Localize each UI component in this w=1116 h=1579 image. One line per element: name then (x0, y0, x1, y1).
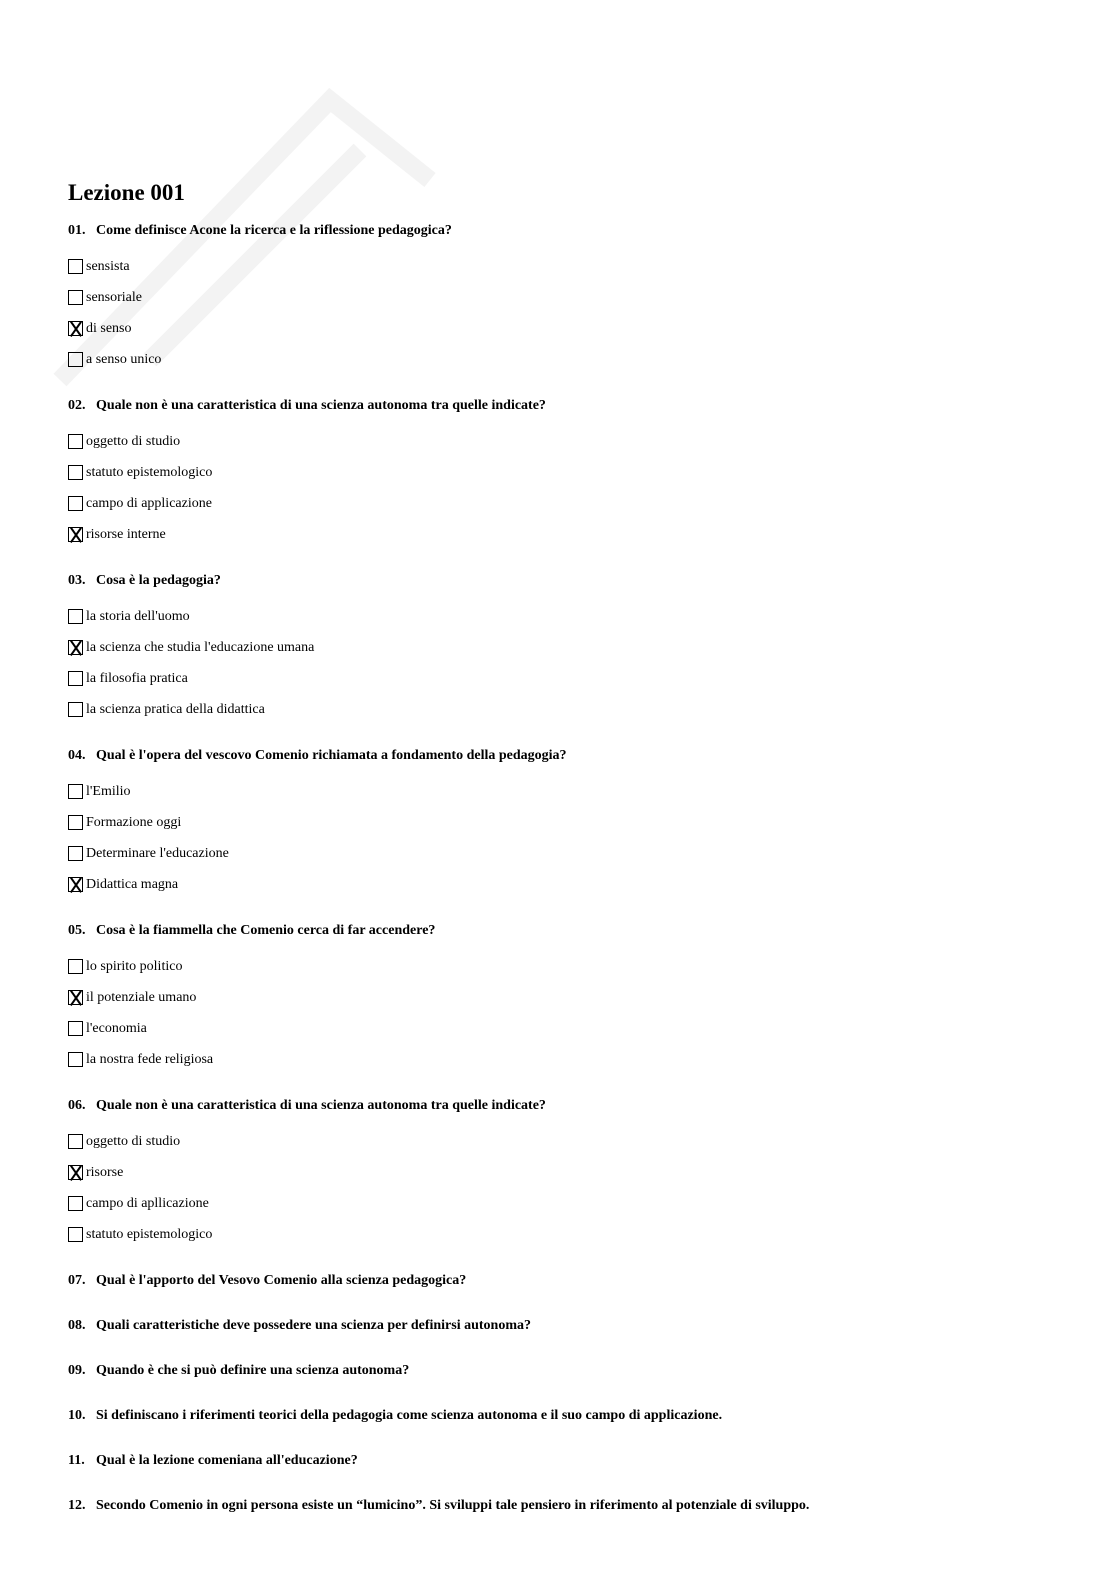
checked-checkbox-icon[interactable] (68, 1165, 83, 1180)
answer-option[interactable] (68, 1044, 1068, 1075)
question-number: 05. (68, 923, 86, 938)
question-label: Qual è l'apporto del Vesovo Comenio alla scienza pedagogica? (96, 1273, 467, 1288)
checkbox-icon[interactable] (68, 671, 83, 686)
open-question-block (68, 1497, 1068, 1515)
answer-option[interactable] (68, 519, 1068, 550)
checkbox-icon[interactable] (68, 352, 83, 367)
question-label: Quali caratteristiche deve possedere una scienza per definirsi autonoma? (96, 1318, 531, 1333)
question-text (68, 222, 1068, 240)
answer-option[interactable] (68, 1126, 1068, 1157)
checkbox-icon[interactable] (68, 1052, 83, 1067)
question-text (68, 747, 1068, 765)
question-label: Quando è che si può definire una scienza autonoma? (96, 1363, 410, 1378)
question-text (68, 1452, 1068, 1470)
answer-label: la scienza che studia l'educazione umana (86, 639, 315, 655)
answer-option[interactable] (68, 457, 1068, 488)
checkbox-icon[interactable] (68, 702, 83, 717)
open-question-block (68, 1362, 1068, 1380)
answer-option[interactable] (68, 982, 1068, 1013)
open-question-block (68, 1452, 1068, 1470)
checked-checkbox-icon[interactable] (68, 877, 83, 892)
open-questions (68, 1272, 1068, 1515)
answer-option[interactable] (68, 663, 1068, 694)
answer-label: la scienza pratica della didattica (86, 701, 265, 717)
answer-label: campo di applicazione (86, 495, 212, 511)
question-label: Quale non è una caratteristica di una scienza autonoma tra quelle indicate? (96, 398, 546, 413)
question-text (68, 572, 1068, 590)
answer-option[interactable] (68, 694, 1068, 725)
question-block (68, 397, 1068, 550)
answer-option[interactable] (68, 1219, 1068, 1250)
question-label: Si definiscano i riferimenti teorici della pedagogia come scienza autonoma e il suo campo di applicazione. (96, 1408, 723, 1423)
answer-label: statuto epistemologico (86, 1226, 213, 1242)
checkbox-icon[interactable] (68, 815, 83, 830)
answer-option[interactable] (68, 869, 1068, 900)
checkbox-icon[interactable] (68, 496, 83, 511)
answer-option[interactable] (68, 1157, 1068, 1188)
answer-label: la nostra fede religiosa (86, 1051, 214, 1067)
question-label: Quale non è una caratteristica di una scienza autonoma tra quelle indicate? (96, 1098, 546, 1113)
question-text (68, 1497, 1068, 1515)
question-text (68, 1407, 1068, 1425)
answer-label: statuto epistemologico (86, 464, 213, 480)
checkbox-icon[interactable] (68, 290, 83, 305)
answer-label: l'economia (86, 1020, 147, 1036)
answer-option[interactable] (68, 632, 1068, 663)
checkbox-icon[interactable] (68, 1227, 83, 1242)
lesson-title: Lezione 001 (68, 180, 185, 205)
answer-label: la storia dell'uomo (86, 608, 190, 624)
checkbox-icon[interactable] (68, 846, 83, 861)
checkbox-icon[interactable] (68, 1196, 83, 1211)
answer-option[interactable] (68, 313, 1068, 344)
answer-option[interactable] (68, 776, 1068, 807)
answer-label: campo di apllicazione (86, 1195, 209, 1211)
checkbox-icon[interactable] (68, 259, 83, 274)
checked-checkbox-icon[interactable] (68, 527, 83, 542)
checkbox-icon[interactable] (68, 609, 83, 624)
answer-label: Determinare l'educazione (86, 845, 229, 861)
answer-option[interactable] (68, 951, 1068, 982)
question-label: Cosa è la pedagogia? (96, 573, 221, 588)
question-number: 04. (68, 748, 86, 763)
answer-option[interactable] (68, 1013, 1068, 1044)
checked-checkbox-icon[interactable] (68, 321, 83, 336)
answer-option[interactable] (68, 426, 1068, 457)
answer-option[interactable] (68, 838, 1068, 869)
answer-label: il potenziale umano (86, 989, 197, 1005)
multiple-choice-questions (68, 222, 1068, 1250)
answer-option[interactable] (68, 1188, 1068, 1219)
answer-label: sensoriale (86, 289, 142, 305)
answer-label: Formazione oggi (86, 814, 182, 830)
question-number: 10. (68, 1408, 86, 1423)
checkbox-icon[interactable] (68, 434, 83, 449)
checkbox-icon[interactable] (68, 1134, 83, 1149)
question-label: Secondo Comenio in ogni persona esiste un “lumicino”. Si sviluppi tale pensiero in riferimento al potenziale di sviluppo. (96, 1498, 810, 1513)
question-text (68, 1097, 1068, 1115)
question-number: 01. (68, 223, 86, 238)
question-block (68, 922, 1068, 1075)
answer-label: lo spirito politico (86, 958, 183, 974)
answer-label: sensista (86, 258, 130, 274)
answer-option[interactable] (68, 251, 1068, 282)
question-block (68, 1097, 1068, 1250)
answer-label: risorse interne (86, 526, 166, 542)
answer-label: l'Emilio (86, 783, 131, 799)
question-block (68, 222, 1068, 375)
answer-label: risorse (86, 1164, 124, 1180)
question-label: Cosa è la fiammella che Comenio cerca di far accendere? (96, 923, 436, 938)
question-label: Come definisce Acone la ricerca e la riflessione pedagogica? (96, 223, 452, 238)
question-number: 03. (68, 573, 86, 588)
question-number: 08. (68, 1318, 86, 1333)
answer-label: oggetto di studio (86, 433, 181, 449)
question-number: 02. (68, 398, 86, 413)
answer-option[interactable] (68, 488, 1068, 519)
open-question-block (68, 1317, 1068, 1335)
question-label: Qual è la lezione comeniana all'educazione? (96, 1453, 358, 1468)
question-label: Qual è l'opera del vescovo Comenio richiamata a fondamento della pedagogia? (96, 748, 567, 763)
checkbox-icon[interactable] (68, 784, 83, 799)
open-question-block (68, 1407, 1068, 1425)
question-text (68, 922, 1068, 940)
question-text (68, 397, 1068, 415)
answer-option[interactable] (68, 282, 1068, 313)
question-block (68, 747, 1068, 900)
answer-label: di senso (86, 320, 132, 336)
checkbox-icon[interactable] (68, 465, 83, 480)
checkbox-icon[interactable] (68, 1021, 83, 1036)
question-number: 06. (68, 1098, 86, 1113)
checkbox-icon[interactable] (68, 959, 83, 974)
question-block (68, 572, 1068, 725)
answer-label: Didattica magna (86, 876, 179, 892)
answer-label: oggetto di studio (86, 1133, 181, 1149)
answer-label: a senso unico (86, 351, 162, 367)
question-text (68, 1317, 1068, 1335)
checked-checkbox-icon[interactable] (68, 640, 83, 655)
question-text (68, 1362, 1068, 1380)
quiz-page (68, 178, 1068, 1542)
question-number: 09. (68, 1363, 86, 1378)
open-question-block (68, 1272, 1068, 1290)
answer-option[interactable] (68, 344, 1068, 375)
question-number: 12. (68, 1498, 86, 1513)
question-text (68, 1272, 1068, 1290)
question-number: 11. (68, 1453, 85, 1468)
checked-checkbox-icon[interactable] (68, 990, 83, 1005)
question-number: 07. (68, 1273, 86, 1288)
answer-option[interactable] (68, 601, 1068, 632)
answer-label: la filosofia pratica (86, 670, 188, 686)
answer-option[interactable] (68, 807, 1068, 838)
